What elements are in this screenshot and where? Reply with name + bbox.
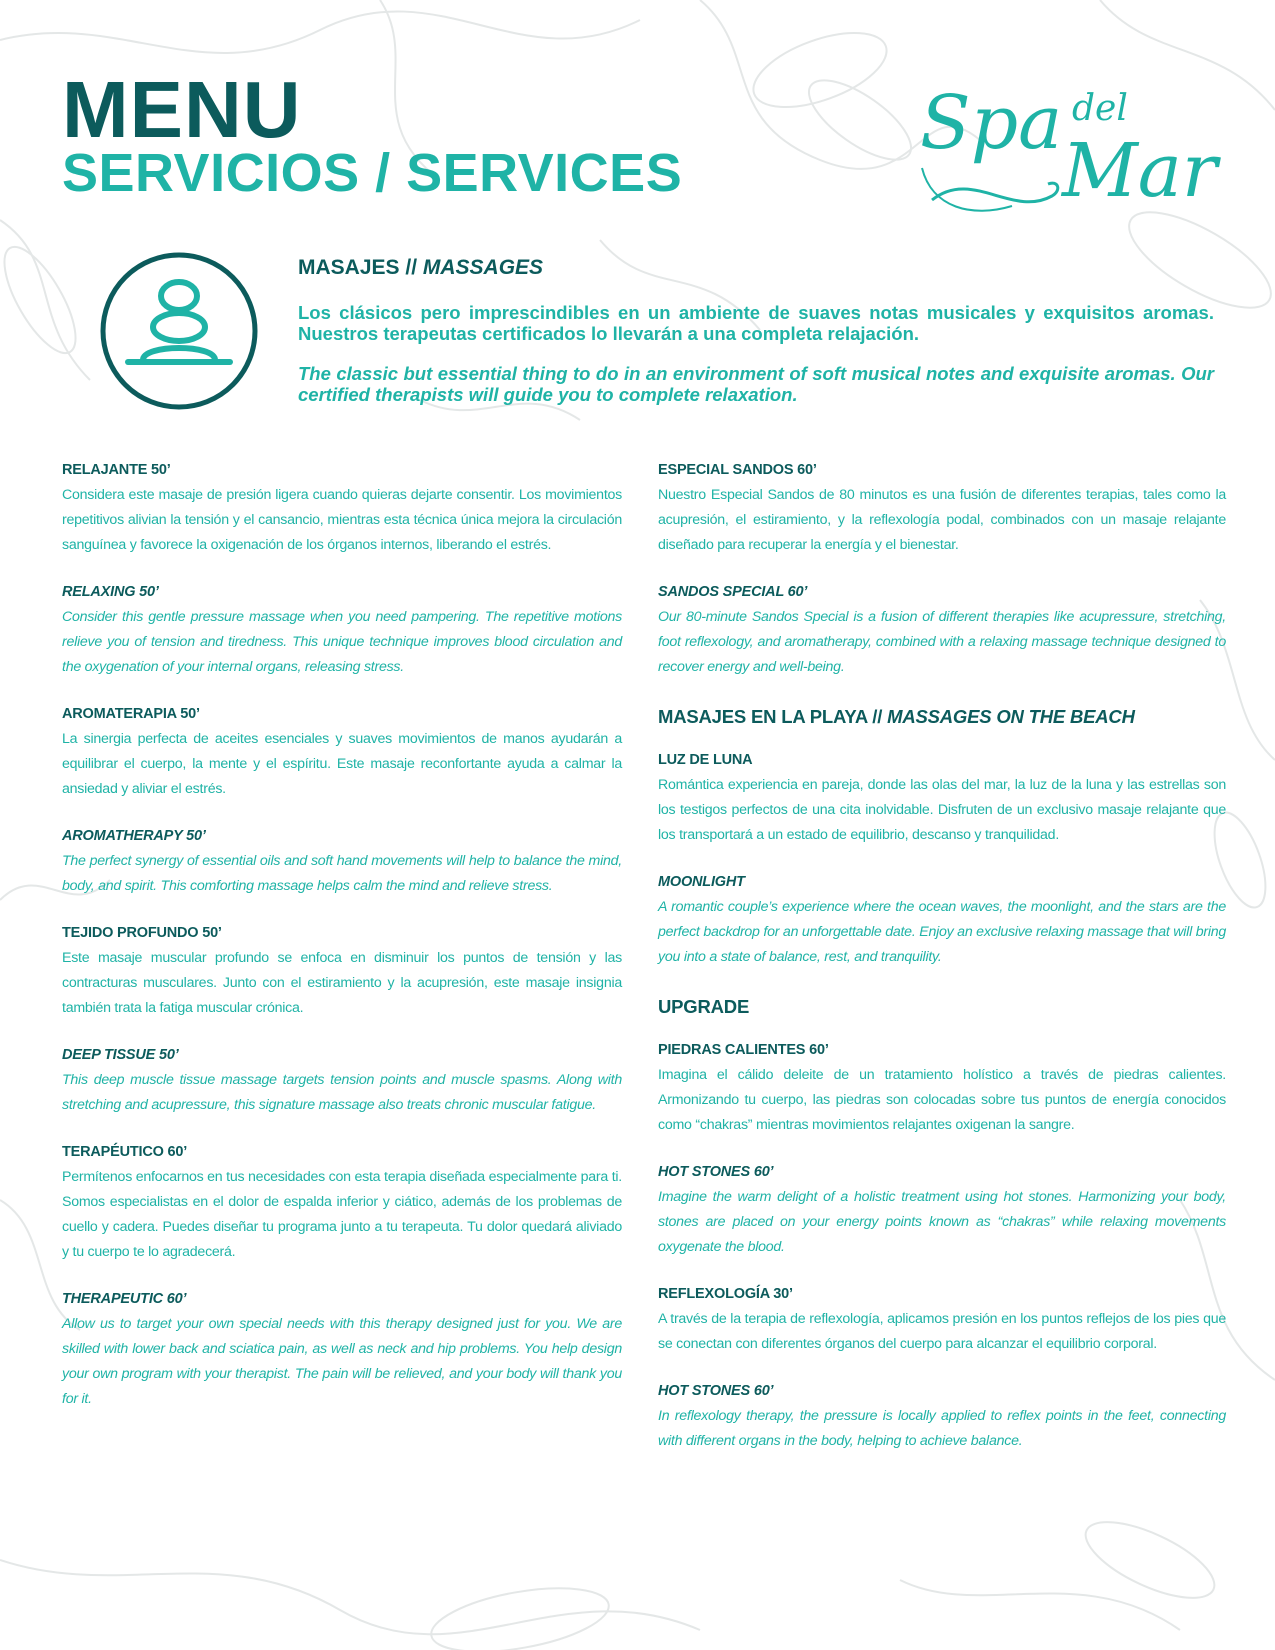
spa-del-mar-logo [912, 68, 1232, 228]
service-item [62, 925, 622, 1021]
service-title: HOT STONES 60’ [658, 1383, 774, 1399]
service-title: RELAXING 50’ [62, 584, 159, 600]
service-title: TEJIDO PROFUNDO 50’ [62, 925, 222, 941]
service-item [658, 1286, 1226, 1357]
stacked-stones-icon [98, 250, 260, 412]
service-item [658, 462, 1226, 558]
service-title: SANDOS SPECIAL 60’ [658, 584, 808, 600]
service-item [658, 1042, 1226, 1138]
svg-text:Mar: Mar [1062, 128, 1218, 214]
service-description: A través de la terapia de reflexología, aplicamos presión en los puntos reflejos de los pies que se conectan con diferentes órganos del cuerpo para alcanzar el equilibrio corporal. [658, 1311, 1226, 1352]
service-description: This deep muscle tissue massage targets tension points and muscle spasms. Along with stretching and acupressure, this signature massage also treats chronic muscular fatigue. [62, 1072, 622, 1113]
service-item [62, 1047, 622, 1118]
service-item [658, 584, 1226, 680]
service-description: The perfect synergy of essential oils and soft hand movements will help to balance the mind, body, and spirit. This comforting massage helps calm the mind and relieve stress. [62, 853, 622, 894]
service-item [658, 1164, 1226, 1260]
service-title: REFLEXOLOGÍA 30’ [658, 1286, 793, 1302]
beach-section-heading [658, 706, 1226, 728]
service-title: MOONLIGHT [658, 874, 745, 890]
service-description: Este masaje muscular profundo se enfoca en disminuir los puntos de tensión y las contracturas musculares. Junto con el estiramiento y la acupresión, este masaje insignia también trata la fatiga muscular crónica. [62, 950, 622, 1016]
service-description: In reflexology therapy, the pressure is locally applied to reflex points in the feet, connecting with different organs in the body, helping to achieve balance. [658, 1408, 1226, 1449]
service-description: Allow us to target your own special needs with this therapy designed just for you. We are skilled with lower back and sciatica pain, as well as neck and hip problems. You help design your own program with your therapist. The pain will be relieved, and your body will thank you for it. [62, 1316, 622, 1407]
service-title: AROMATERAPIA 50’ [62, 706, 200, 722]
left-column [62, 462, 622, 1438]
intro-heading-en: MASSAGES [422, 256, 544, 279]
service-item [62, 462, 622, 558]
service-title: DEEP TISSUE 50’ [62, 1047, 179, 1063]
service-description: Imagina el cálido deleite de un tratamiento holístico a través de piedras calientes. Armonizando tu cuerpo, las piedras son colocadas sobre tus puntos de energía conocidos como “chakras” mientras movimientos relajantes oxigenan la sangre. [658, 1067, 1226, 1133]
service-description: Consider this gentle pressure massage when you need pampering. The repetitive motions relieve you of tension and tiredness. This unique technique improves blood circulation and the oxygenation of your internal organs, releasing stress. [62, 609, 622, 675]
service-item [62, 1144, 622, 1265]
page-title: MENU [62, 65, 302, 154]
service-description: Our 80-minute Sandos Special is a fusion of different therapies like acupressure, stretching, foot reflexology, and aromatherapy, combined with a relaxing massage technique designed to recover energy and well-being. [658, 609, 1226, 675]
service-description: La sinergia perfecta de aceites esenciales y suaves movimientos de manos ayudarán a equilibrar el cuerpo, la mente y el espíritu. Este masaje reconfortante ayuda a calmar la ansiedad y aliviar el estrés. [62, 731, 622, 797]
service-description: Permítenos enfocarnos en tus necesidades con esta terapia diseñada especialmente para ti. Somos especialistas en el dolor de espalda inferior y ciático, además de los problemas de cuello y cadera. Puedes diseñar tu programa junto a tu terapeuta. Tu dolor quedará aliviado y tu cuerpo te lo agradecerá. [62, 1169, 622, 1260]
svg-text:Spa: Spa [920, 80, 1063, 166]
service-description: A romantic couple’s experience where the ocean waves, the moonlight, and the stars are the perfect backdrop for an unforgettable date. Enjoy an exclusive relaxing massage that will bring you into a state of balance, rest, and tranquility. [658, 899, 1226, 965]
service-description: Nuestro Especial Sandos de 80 minutos es una fusión de diferentes terapias, tales como la acupresión, el estiramiento, y la reflexología podal, combinados con un masaje relajante diseñado para recuperar la energía y el bienestar. [658, 487, 1226, 553]
service-description: Considera este masaje de presión ligera cuando quieras dejarte consentir. Los movimientos repetitivos alivian la tensión y el cansancio, mientras esta técnica única mejora la circulación sanguínea y favorece la oxigenación de los órganos internos, liberando el estrés. [62, 487, 622, 553]
service-title: RELAJANTE 50’ [62, 462, 171, 478]
intro-heading [298, 256, 543, 280]
service-item [658, 752, 1226, 848]
service-item [658, 1383, 1226, 1454]
service-title: AROMATHERAPY 50’ [62, 828, 206, 844]
svg-text:del: del [1072, 88, 1128, 129]
beach-heading-en: MASSAGES ON THE BEACH [887, 706, 1135, 727]
service-description: Romántica experiencia en pareja, donde las olas del mar, la luz de la luna y las estrellas son los testigos perfectos de una cita inolvidable. Disfruten de un exclusivo masaje relajante que los transportará a un estado de equilibrio, descanso y tranquilidad. [658, 777, 1226, 843]
service-title: TERAPÉUTICO 60’ [62, 1144, 188, 1160]
intro-text-es: Los clásicos pero imprescindibles en un ambiente de suaves notas musicales y exquisitos aromas. Nuestros terapeutas certificados lo llevarán a una completa relajación. [298, 302, 1214, 344]
service-item [62, 828, 622, 899]
service-item [658, 874, 1226, 970]
service-title: HOT STONES 60’ [658, 1164, 774, 1180]
right-column [658, 462, 1226, 1480]
upgrade-section-heading: UPGRADE [658, 996, 750, 1017]
beach-heading-es: MASAJES EN LA PLAYA // [658, 706, 883, 727]
service-description: Imagine the warm delight of a holistic treatment using hot stones. Harmonizing your body, stones are placed on your energy points known as “chakras” while relaxing movements oxygenate the blood. [658, 1189, 1226, 1255]
service-title: PIEDRAS CALIENTES 60’ [658, 1042, 829, 1058]
page-subtitle: SERVICIOS / SERVICES [62, 143, 683, 203]
intro-heading-es: MASAJES // [298, 256, 418, 279]
service-title: ESPECIAL SANDOS 60’ [658, 462, 817, 478]
service-title: THERAPEUTIC 60’ [62, 1291, 187, 1307]
service-item [62, 584, 622, 680]
service-item [62, 706, 622, 802]
service-title: LUZ DE LUNA [658, 752, 753, 768]
service-item [62, 1291, 622, 1412]
intro-text-en: The classic but essential thing to do in an environment of soft musical notes and exquisite aromas. Our certified therapists will guide you to complete relaxation. [298, 363, 1214, 405]
